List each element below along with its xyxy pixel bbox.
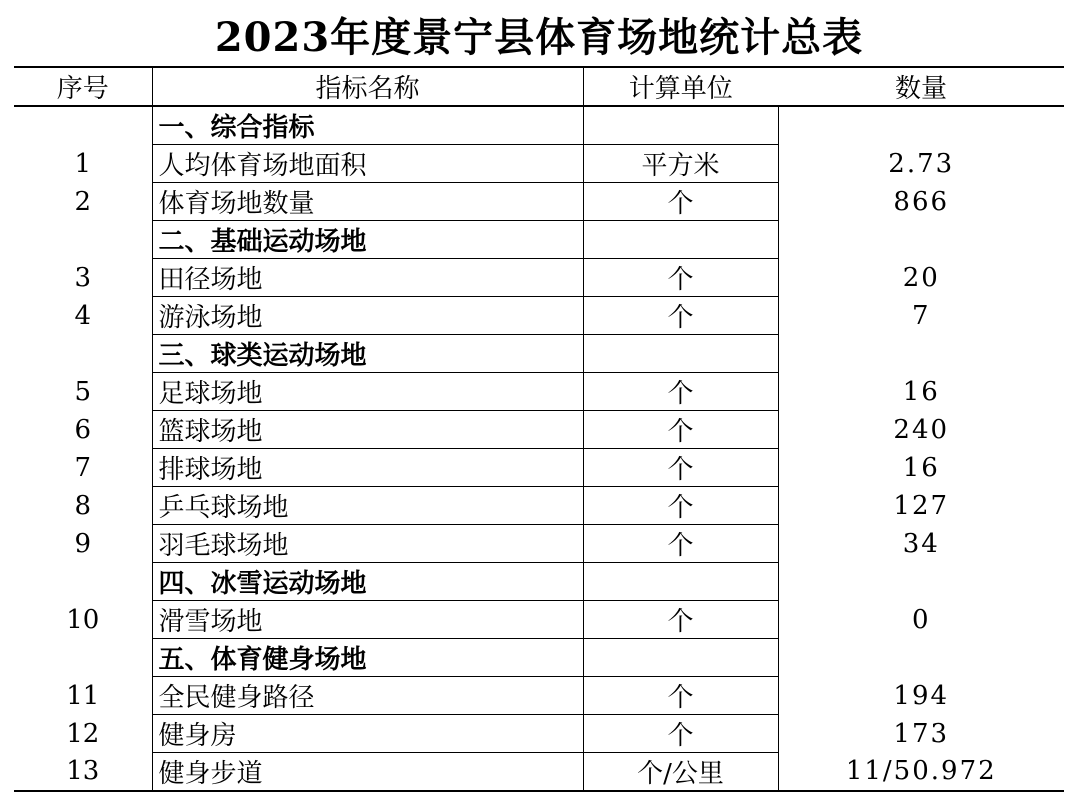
indicator-name-cell: 健身步道 bbox=[152, 753, 583, 792]
unit-cell: 个 bbox=[583, 487, 778, 525]
unit-cell: 个 bbox=[583, 259, 778, 297]
unit-cell: 个 bbox=[583, 373, 778, 411]
unit-cell bbox=[583, 639, 778, 677]
row-index-cell: 12 bbox=[66, 718, 100, 749]
header-name: 指标名称 bbox=[152, 67, 583, 106]
unit-cell: 个 bbox=[583, 677, 778, 715]
value-cell: 2.73 bbox=[888, 148, 955, 179]
value-cell bbox=[778, 563, 1064, 601]
value-cell: 240 bbox=[893, 414, 950, 445]
value-cell: 16 bbox=[902, 452, 940, 483]
indicator-name-cell: 体育场地数量 bbox=[152, 183, 583, 221]
row-index-cell: 1 bbox=[74, 148, 92, 179]
table-row bbox=[14, 259, 1064, 297]
row-index-cell bbox=[14, 335, 152, 373]
row-index-cell bbox=[14, 563, 152, 601]
row-index-cell bbox=[14, 639, 152, 677]
value-cell: 7 bbox=[911, 300, 931, 331]
indicator-name-cell: 全民健身路径 bbox=[152, 677, 583, 715]
value-cell bbox=[778, 335, 1064, 373]
table-header bbox=[14, 67, 1064, 106]
unit-cell: 个 bbox=[583, 449, 778, 487]
unit-cell bbox=[583, 106, 778, 145]
section-title-cell: 一、综合指标 bbox=[152, 106, 583, 145]
table-row bbox=[14, 297, 1064, 335]
value-cell: 127 bbox=[893, 490, 950, 521]
value-cell: 16 bbox=[902, 376, 940, 407]
header-value: 数量 bbox=[778, 67, 1064, 106]
unit-cell: 个 bbox=[583, 715, 778, 753]
indicator-name-cell: 羽毛球场地 bbox=[152, 525, 583, 563]
unit-cell: 个 bbox=[583, 411, 778, 449]
unit-cell bbox=[583, 221, 778, 259]
row-index-cell bbox=[14, 106, 152, 145]
section-title-cell: 四、冰雪运动场地 bbox=[152, 563, 583, 601]
value-cell: 11/50.972 bbox=[778, 753, 1064, 792]
table-row bbox=[14, 411, 1064, 449]
row-index-cell: 7 bbox=[74, 452, 92, 483]
section-row bbox=[14, 335, 1064, 373]
value-cell: 0 bbox=[911, 604, 931, 635]
table-row bbox=[14, 487, 1064, 525]
row-index-cell: 10 bbox=[66, 604, 100, 635]
section-row bbox=[14, 221, 1064, 259]
table-row bbox=[14, 373, 1064, 411]
value-cell bbox=[778, 106, 1064, 145]
indicator-name-cell: 健身房 bbox=[152, 715, 583, 753]
unit-cell: 个 bbox=[583, 297, 778, 335]
unit-cell: 个/公里 bbox=[583, 753, 778, 792]
value-cell: 194 bbox=[893, 680, 950, 711]
row-index-cell: 4 bbox=[74, 300, 92, 331]
value-cell: 173 bbox=[893, 718, 950, 749]
section-title-cell: 五、体育健身场地 bbox=[152, 639, 583, 677]
indicator-name-cell: 人均体育场地面积 bbox=[152, 145, 583, 183]
row-index-cell: 11 bbox=[66, 680, 100, 711]
table-row bbox=[14, 753, 1064, 792]
unit-cell bbox=[583, 335, 778, 373]
indicator-name-cell: 游泳场地 bbox=[152, 297, 583, 335]
table-title: 2023年度景宁县体育场地统计总表 bbox=[214, 14, 864, 61]
row-index-cell: 3 bbox=[74, 262, 92, 293]
unit-cell: 个 bbox=[583, 183, 778, 221]
indicator-name-cell: 排球场地 bbox=[152, 449, 583, 487]
header-index: 序号 bbox=[14, 67, 152, 106]
table-row bbox=[14, 677, 1064, 715]
row-index-cell: 8 bbox=[74, 490, 92, 521]
table-row bbox=[14, 449, 1064, 487]
indicator-name-cell: 滑雪场地 bbox=[152, 601, 583, 639]
section-row bbox=[14, 106, 1064, 145]
row-index-cell: 13 bbox=[14, 753, 152, 792]
unit-cell: 平方米 bbox=[583, 145, 778, 183]
value-cell: 20 bbox=[902, 262, 940, 293]
indicator-name-cell: 田径场地 bbox=[152, 259, 583, 297]
value-cell: 34 bbox=[902, 528, 940, 559]
value-cell bbox=[778, 639, 1064, 677]
row-index-cell bbox=[14, 221, 152, 259]
table-row bbox=[14, 525, 1064, 563]
unit-cell: 个 bbox=[583, 525, 778, 563]
table-row bbox=[14, 715, 1064, 753]
statistics-table bbox=[14, 66, 1064, 792]
header-row bbox=[14, 67, 1064, 106]
table-body bbox=[14, 106, 1064, 791]
section-title-cell: 二、基础运动场地 bbox=[152, 221, 583, 259]
row-index-cell: 5 bbox=[74, 376, 92, 407]
unit-cell: 个 bbox=[583, 601, 778, 639]
row-index-cell: 9 bbox=[74, 528, 92, 559]
table-row bbox=[14, 145, 1064, 183]
section-row bbox=[14, 563, 1064, 601]
table-row bbox=[14, 183, 1064, 221]
row-index-cell: 6 bbox=[74, 414, 92, 445]
header-unit: 计算单位 bbox=[583, 67, 778, 106]
unit-cell bbox=[583, 563, 778, 601]
table-row bbox=[14, 601, 1064, 639]
row-index-cell: 2 bbox=[74, 186, 92, 217]
value-cell bbox=[778, 221, 1064, 259]
section-title-cell: 三、球类运动场地 bbox=[152, 335, 583, 373]
indicator-name-cell: 篮球场地 bbox=[152, 411, 583, 449]
indicator-name-cell: 乒乓球场地 bbox=[152, 487, 583, 525]
section-row bbox=[14, 639, 1064, 677]
indicator-name-cell: 足球场地 bbox=[152, 373, 583, 411]
value-cell: 866 bbox=[893, 186, 950, 217]
